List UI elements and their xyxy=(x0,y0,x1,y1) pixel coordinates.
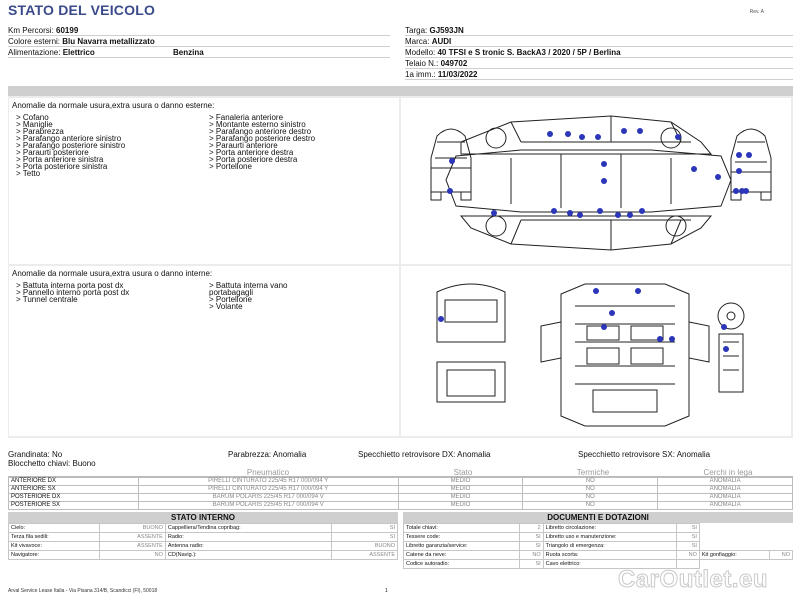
reg-label: 1a imm.: xyxy=(405,70,436,79)
damage-list-item: > Parabrezza xyxy=(16,127,64,136)
damage-list-item: > Pannello interno porta post dx xyxy=(16,288,130,297)
parabrezza-status: Parabrezza: Anomalia xyxy=(228,450,307,459)
field-value: ASSENTE xyxy=(100,533,166,542)
damage-list-item: > Portellone xyxy=(209,295,252,304)
damage-list-item: > Maniglie xyxy=(16,120,53,129)
damage-list-item: > Cofano xyxy=(16,113,49,122)
damage-list-item: > Volante xyxy=(209,302,243,311)
damage-marker[interactable] xyxy=(449,158,455,164)
damage-list-item: > Tunnel centrale xyxy=(16,295,78,304)
damage-marker[interactable] xyxy=(657,336,663,342)
tyre-cell-pos: ANTERIORE DX xyxy=(9,478,139,486)
damage-list-item: > Tetto xyxy=(16,169,41,178)
field-label: Tessere code: xyxy=(404,533,520,542)
exterior-list-col2 xyxy=(209,114,315,170)
tyre-cell-thermal: NO xyxy=(523,494,658,502)
key-block-status: Blocchetto chiavi: Buono xyxy=(8,459,96,468)
car-exterior-diagram xyxy=(401,98,791,264)
damage-marker[interactable] xyxy=(723,346,729,352)
table-row xyxy=(9,502,793,510)
damage-marker[interactable] xyxy=(715,174,721,180)
field-label: Kit vivavoce: xyxy=(9,542,100,551)
damage-marker[interactable] xyxy=(609,310,615,316)
damage-marker[interactable] xyxy=(637,128,643,134)
field-label: Libretto circolazione: xyxy=(543,524,676,533)
frame-label: Telaio N.: xyxy=(405,59,439,68)
frame-value: 049702 xyxy=(440,59,468,68)
fuel-row xyxy=(8,47,390,58)
field-value: SI xyxy=(520,560,543,569)
exterior-diagram-panel xyxy=(401,98,791,264)
field-value: SI xyxy=(520,542,543,551)
field-label: Cavo elettrico: xyxy=(543,560,676,569)
table-row xyxy=(9,486,793,494)
field-label: Terza fila sedili: xyxy=(9,533,100,542)
damage-list-item: > Portellone xyxy=(209,162,252,171)
tyres-header-pneumatico: Pneumatico xyxy=(246,468,290,477)
field-value: 2 xyxy=(520,524,543,533)
table-row xyxy=(9,542,398,551)
tyre-cell-state: MEDIO xyxy=(398,494,523,502)
tyre-cell-thermal: NO xyxy=(523,502,658,510)
plate-row xyxy=(405,25,793,36)
field-label: Cielo: xyxy=(9,524,100,533)
damage-marker[interactable] xyxy=(438,316,444,322)
plate-value: GJ593JN xyxy=(429,26,464,35)
field-value: NO xyxy=(520,551,543,560)
damage-list-item: > Parafango posteriore sinistro xyxy=(16,141,126,150)
brand-row xyxy=(405,36,793,47)
damage-list-item: > Parafango anteriore destro xyxy=(209,127,312,136)
tyre-cell-rim: ANOMALIA xyxy=(658,494,793,502)
damage-list-item: > Porta posteriore sinistra xyxy=(16,162,108,171)
footer-company: Arval Service Lease Italia - Via Pisana 314/B, Scandicci (FI), 50018 xyxy=(8,588,158,594)
tyre-cell-rim: ANOMALIA xyxy=(658,502,793,510)
tyre-cell-state: MEDIO xyxy=(398,478,523,486)
damage-marker[interactable] xyxy=(601,178,607,184)
field-value: SI xyxy=(520,533,543,542)
field-label: Libretto uso e manutenzione: xyxy=(543,533,676,542)
mirror-dx-status: Specchietto retrovisore DX: Anomalia xyxy=(358,450,491,459)
field-value: SI xyxy=(332,524,398,533)
interior-damage-panel xyxy=(9,266,399,436)
tyre-cell-state: MEDIO xyxy=(398,502,523,510)
damage-marker[interactable] xyxy=(547,131,553,137)
damage-marker[interactable] xyxy=(635,288,641,294)
field-label: Libretto garanzia/service: xyxy=(404,542,520,551)
documents-box xyxy=(403,512,793,569)
tyre-cell-rim: ANOMALIA xyxy=(658,486,793,494)
brand-label: Marca: xyxy=(405,37,430,46)
field-label: Cappelliera/Tendina copribag: xyxy=(165,524,331,533)
tyre-cell-rim: ANOMALIA xyxy=(658,478,793,486)
km-value: 60199 xyxy=(56,26,79,35)
model-value: 40 TFSI e S tronic S. BackA3 / 2020 / 5P / Berlina xyxy=(437,48,621,57)
field-value: ASSENTE xyxy=(332,551,398,560)
documents-title: DOCUMENTI E DOTAZIONI xyxy=(403,512,793,523)
tyre-cell-pos: POSTERIORE DX xyxy=(9,494,139,502)
damage-marker[interactable] xyxy=(736,168,742,174)
plate-label: Targa: xyxy=(405,26,428,35)
tyre-cell-pos: ANTERIORE SX xyxy=(9,486,139,494)
table-row xyxy=(9,551,398,560)
model-label: Modello: xyxy=(405,48,436,57)
field-value: BUONO xyxy=(100,524,166,533)
color-value: Blu Navarra metallizzato xyxy=(62,37,155,46)
mirror-sx-status: Specchietto retrovisore SX: Anomalia xyxy=(578,450,711,459)
damage-marker[interactable] xyxy=(615,212,621,218)
tyres-header-cerchi: Cerchi in lega xyxy=(703,468,753,477)
field-value: ASSENTE xyxy=(100,542,166,551)
documents-table xyxy=(403,523,793,569)
field-value: NO xyxy=(100,551,166,560)
damage-marker[interactable] xyxy=(721,324,727,330)
field-label: CD(Navig.): xyxy=(165,551,331,560)
field-value: BUONO xyxy=(332,542,398,551)
field-label: Codice autoradio: xyxy=(404,560,520,569)
internal-state-table xyxy=(8,523,398,560)
damage-list-item: > Parafango posteriore destro xyxy=(209,134,316,143)
damage-list-item: > Porta anteriore destra xyxy=(209,148,294,157)
internal-state-title: STATO INTERNO xyxy=(8,512,398,523)
field-label: Radio: xyxy=(165,533,331,542)
damage-marker[interactable] xyxy=(491,210,497,216)
reg-row xyxy=(405,69,793,80)
fuel-label: Alimentazione: xyxy=(8,48,61,57)
damage-list-item: > Battuta interna vano xyxy=(209,281,288,290)
damage-marker[interactable] xyxy=(691,166,697,172)
model-row xyxy=(405,47,793,58)
field-value: NO xyxy=(676,551,699,560)
damage-marker[interactable] xyxy=(551,208,557,214)
damage-marker[interactable] xyxy=(739,188,745,194)
tyre-cell-tyre: BARUM POLARIS 225/45 R17 000/094 V xyxy=(138,502,398,510)
field-label: Ruota scorta: xyxy=(543,551,676,560)
page-title: STATO DEL VEICOLO xyxy=(8,2,156,18)
fuel-value: Elettrico xyxy=(62,48,95,57)
color-row xyxy=(8,36,390,47)
field-label: Antenna radio: xyxy=(165,542,331,551)
damage-marker[interactable] xyxy=(579,134,585,140)
tyre-cell-thermal: NO xyxy=(523,478,658,486)
damage-list-item: > Paraurti anteriore xyxy=(209,141,278,150)
damage-marker[interactable] xyxy=(447,188,453,194)
tyre-cell-tyre: BARUM POLARIS 225/45 R17 000/094 V xyxy=(138,494,398,502)
table-row xyxy=(404,551,793,560)
brand-value: AUDI xyxy=(431,37,452,46)
damage-marker[interactable] xyxy=(627,212,633,218)
interior-damage-title: Anomalie da normale usura,extra usura o danno interne: xyxy=(12,269,213,278)
color-label: Colore esterni: xyxy=(8,37,61,46)
tyres-table xyxy=(8,468,793,510)
grandinata-status: Grandinata: No xyxy=(8,450,63,459)
table-row xyxy=(9,494,793,502)
table-row xyxy=(404,542,793,551)
damage-list-item: > Porta posteriore destra xyxy=(209,155,298,164)
field-value: SI xyxy=(676,524,699,533)
km-row xyxy=(8,25,390,36)
tyres-header-stato: Stato xyxy=(453,468,473,477)
vehicle-info-right xyxy=(405,25,793,80)
damage-list-item: > Parafango anteriore sinistro xyxy=(16,134,122,143)
damage-list-item: portabagagli xyxy=(209,288,254,297)
field-value: NO xyxy=(769,551,792,560)
damage-marker[interactable] xyxy=(577,212,583,218)
internal-state-box xyxy=(8,512,398,560)
summary-block xyxy=(8,450,793,468)
damage-marker[interactable] xyxy=(669,336,675,342)
damage-marker[interactable] xyxy=(595,134,601,140)
frame-row xyxy=(405,58,793,69)
tyres-rows xyxy=(8,477,793,510)
watermark-logo: CarOutlet.eu xyxy=(618,566,769,593)
table-row xyxy=(9,533,398,542)
interior-list-col1 xyxy=(16,282,129,303)
damage-marker[interactable] xyxy=(567,210,573,216)
damage-list-item: > Battuta interna porta post dx xyxy=(16,281,124,290)
tyres-header-termiche: Termiche xyxy=(576,468,610,477)
vehicle-info-left xyxy=(8,25,390,58)
field-label: Triangolo di emergenza: xyxy=(543,542,676,551)
tyre-cell-pos: POSTERIORE SX xyxy=(9,502,139,510)
interior-list-col2 xyxy=(209,282,288,310)
fuel-value-2: Benzina xyxy=(173,48,204,57)
damage-marker[interactable] xyxy=(639,208,645,214)
damage-marker[interactable] xyxy=(565,131,571,137)
tyre-cell-tyre: PIRELLI CINTURATO 225/45 R17 000/094 Y xyxy=(138,486,398,494)
tyre-cell-state: MEDIO xyxy=(398,486,523,494)
field-label: Catene da neve: xyxy=(404,551,520,560)
tyre-cell-tyre: PIRELLI CINTURATO 225/45 R17 000/094 Y xyxy=(138,478,398,486)
table-row xyxy=(9,478,793,486)
field-label: Navigatore: xyxy=(9,551,100,560)
damage-list-item: > Paraurti posteriore xyxy=(16,148,89,157)
footer-page: 1 xyxy=(385,588,388,594)
damage-list-item: > Montante esterno sinistro xyxy=(209,120,306,129)
damage-marker[interactable] xyxy=(601,324,607,330)
damage-marker[interactable] xyxy=(593,288,599,294)
damage-marker[interactable] xyxy=(736,152,742,158)
field-value: SI xyxy=(676,533,699,542)
table-row xyxy=(9,524,398,533)
exterior-damage-panel xyxy=(9,98,399,264)
table-row xyxy=(404,524,793,533)
damage-list-item: > Porta anteriore sinistra xyxy=(16,155,104,164)
damage-list-item: > Fanaleria anteriore xyxy=(209,113,284,122)
table-row xyxy=(404,533,793,542)
field-value: SI xyxy=(332,533,398,542)
tyre-cell-thermal: NO xyxy=(523,486,658,494)
damage-marker[interactable] xyxy=(746,152,752,158)
revision-label: Rev. A xyxy=(749,9,764,15)
damage-marker[interactable] xyxy=(621,128,627,134)
km-label: Km Percorsi: xyxy=(8,26,54,35)
field-label: Totale chiavi: xyxy=(404,524,520,533)
field-label: Kit gonfiaggio: xyxy=(699,551,769,560)
interior-diagram-panel xyxy=(401,266,791,436)
reg-value: 11/03/2022 xyxy=(437,70,478,79)
exterior-list-col1 xyxy=(16,114,125,177)
section-divider-bar xyxy=(8,86,793,96)
exterior-damage-title: Anomalie da normale usura,extra usura o danno esterne: xyxy=(12,101,215,110)
damage-marker[interactable] xyxy=(675,134,681,140)
damage-marker[interactable] xyxy=(601,161,607,167)
field-value: SI xyxy=(676,542,699,551)
damage-marker[interactable] xyxy=(597,208,603,214)
tyres-header xyxy=(8,468,793,477)
